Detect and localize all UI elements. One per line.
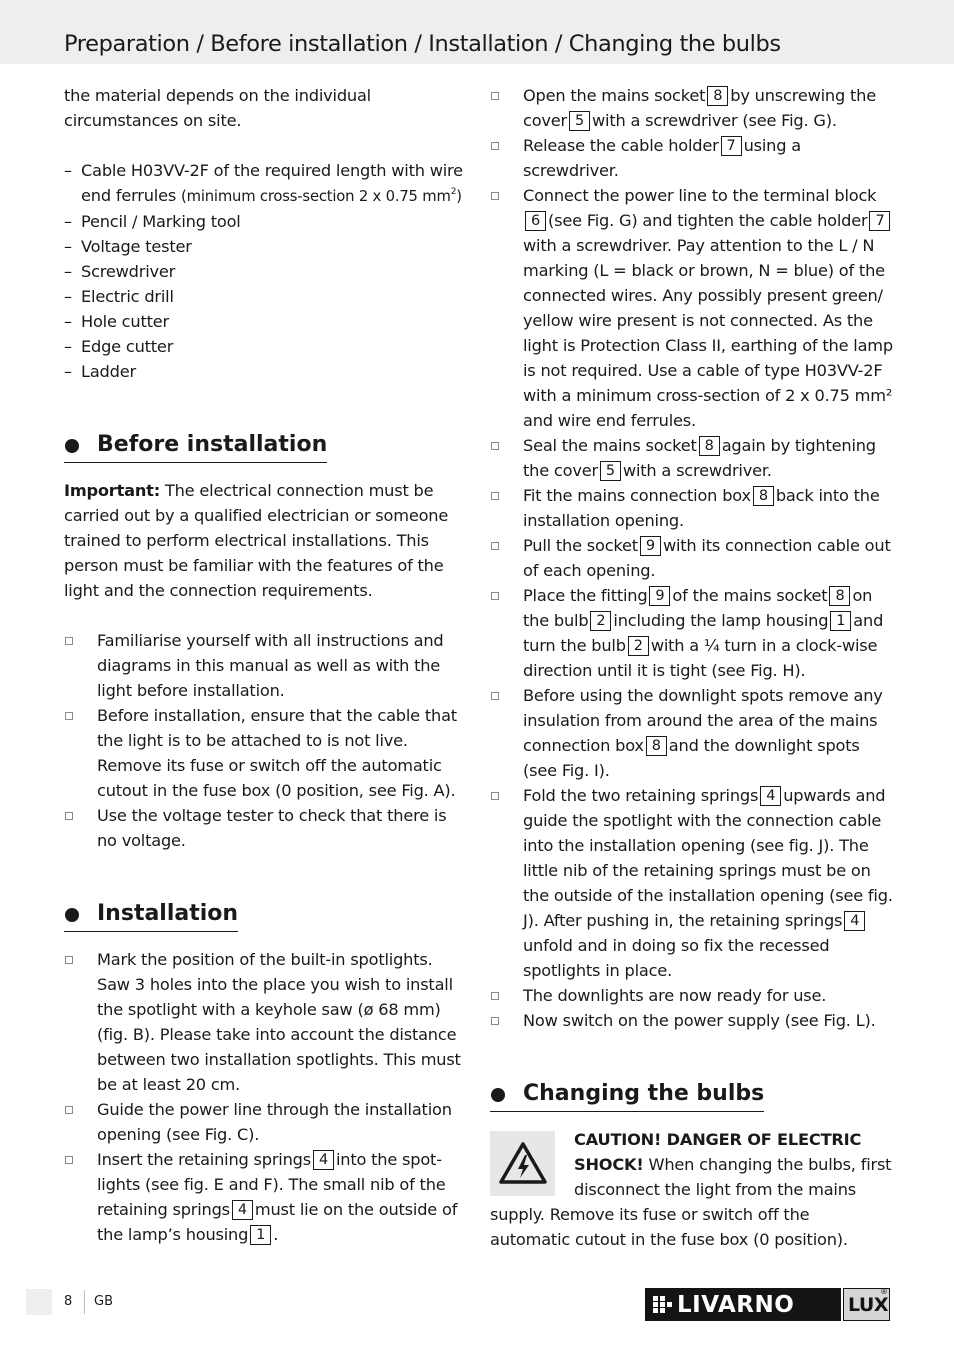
part-ref: 7 [869,211,890,231]
part-ref: 2 [628,636,649,656]
installation-steps-continued [490,83,894,1033]
part-ref: 4 [313,1150,334,1170]
part-ref: 7 [721,136,742,156]
bullet-dot-icon [65,439,79,453]
page-number: 8 [64,1294,73,1309]
part-ref: 6 [525,211,546,231]
part-ref: 5 [569,111,590,131]
list-item: Fit the mains connection box 8 back into the installation opening. [490,483,894,533]
square-bullet-icon [491,92,499,100]
list-item: Place the fitting 9 of the mains socket 8 on the bulb 2 including the lamp housing 1 and turn the bulb 2 with a ¼ turn in a clock-wise direction until it is tight (see Fig. H). [490,583,894,683]
list-item: Guide the power line through the installation opening (see Fig. C). [64,1097,468,1147]
list-item: – Edge cutter [64,337,174,356]
list-item: Open the mains socket 8 by unscrewing the cover 5 with a screwdriver (see Fig. G). [490,83,894,133]
list-item: The downlights are now ready for use. [490,983,894,1008]
important-note: Important: The electrical connection must be carried out by a qualified electrician or someone trained to perform electrical installations. This person must be familiar with the features of the light and the connection requirements. [64,481,449,600]
square-bullet-icon [491,492,499,500]
intro-text: the material depends on the individual circumstances on site. [64,86,371,130]
list-item: Familiarise yourself with all instructions and diagrams in this manual as well as with the light before installation. [64,628,468,703]
before-installation-steps [64,628,468,853]
part-ref: 8 [753,486,774,506]
square-bullet-icon [491,442,499,450]
list-item: – Voltage tester [64,237,192,256]
part-ref: 8 [699,436,720,456]
square-bullet-icon [491,792,499,800]
list-item: Mark the position of the built-in spotlights. Saw 3 holes into the place you wish to install the spotlight with a keyhole saw (ø 68 mm) (fig. B). Please take into account the distance between two installation spotlights. This must be at least 20 cm. [64,947,468,1097]
part-ref: 1 [250,1225,271,1245]
part-ref: 9 [640,536,661,556]
list-item: – Screwdriver [64,262,176,281]
list-item: – Hole cutter [64,312,169,331]
square-bullet-icon [491,992,499,1000]
page-marker [26,1289,52,1315]
caution-block [490,1127,894,1252]
footer-divider [84,1290,85,1314]
square-bullet-icon [65,1156,73,1164]
square-bullet-icon [491,1017,499,1025]
installation-steps [64,947,468,1247]
caution-heading: CAUTION! DANGER OF ELECTRIC SHOCK! [574,1130,862,1174]
list-item: Connect the power line to the terminal block6 (see Fig. G) and tighten the cable holder 7with a screwdriver. Pay attention to the L / N marking (L = black or brown, N = blue) of the connected wires. Any possibly present green/ yellow wire present is not connected. As the light is Protection Class II, earthing of the lamp is not required. Use a cable of type H03VV-2F with a minimum cross-section of 2 x 0.75 mm² and wire end ferrules. [490,183,894,433]
square-bullet-icon [491,192,499,200]
part-ref: 8 [646,736,667,756]
list-item: – Cable H03VV-2F of the required length with wire end ferrules (minimum cross-section 2 x 0.75 $mm^2$) [64,161,463,205]
list-item: – Electric drill [64,287,174,306]
bullet-dot-icon [491,1088,505,1102]
list-item: Before installation, ensure that the cable that the light is to be attached to is not live. Remove its fuse or switch off the automatic cutout in the fuse box (0 position, see Fig. A). [64,703,468,803]
left-column [64,83,468,1247]
tools-list [64,158,468,384]
list-item: Release the cable holder 7 using a screwdriver. [490,133,894,183]
square-bullet-icon [491,592,499,600]
list-item: Pull the socket 9 with its connection cable out of each opening. [490,533,894,583]
part-ref: 1 [830,611,851,631]
list-item: Insert the retaining springs 4 into the spot-lights (see fig. E and F). The small nib of the retaining springs 4 must lie on the outside of the lamp’s housing 1 . [64,1147,468,1247]
part-ref: 4 [232,1200,253,1220]
list-item: Seal the mains socket 8 again by tightening the cover 5 with a screwdriver. [490,433,894,483]
language-code: GB [94,1294,113,1309]
square-bullet-icon [491,542,499,550]
bullet-dot-icon [65,908,79,922]
part-ref: 8 [707,86,728,106]
part-ref: 8 [829,586,850,606]
part-ref: 4 [844,911,865,931]
square-bullet-icon [65,637,73,645]
part-ref: 2 [590,611,611,631]
logo-grid-icon [653,1296,673,1313]
section-heading-installation: Installation [64,899,238,932]
livarno-lux-logo: LIVARNO LUX ® [645,1288,890,1321]
part-ref: 4 [760,786,781,806]
square-bullet-icon [491,692,499,700]
part-ref: 5 [600,461,621,481]
right-column [490,83,894,1252]
list-item: – Pencil / Marking tool [64,212,241,231]
electric-hazard-icon [490,1131,555,1196]
part-ref: 9 [649,586,670,606]
list-item: Use the voltage tester to check that there is no voltage. [64,803,468,853]
caution-body: When changing the bulbs, first disconnect the light from the mains supply. Remove its fuse or switch off the automatic cutout in the fuse box (0 position). [490,1155,892,1249]
square-bullet-icon [65,1106,73,1114]
square-bullet-icon [65,956,73,964]
list-item: Before using the downlight spots remove any insulation from around the area of the mains connection box 8 and the downlight spots (see Fig. I). [490,683,894,783]
list-item: Fold the two retaining springs 4 upwards and guide the spotlight with the connection cable into the installation opening (see fig. J). The little nib of the retaining springs must be on the outside of the installation opening (see fig. J). After pushing in, the retaining springs 4unfold and in doing so fix the recessed spotlights in place. [490,783,894,983]
page-title: Preparation / Before installation / Installation / Changing the bulbs [64,31,781,57]
square-bullet-icon [65,712,73,720]
list-item: Now switch on the power supply (see Fig. L). [490,1008,894,1033]
section-heading-before-installation: Before installation [64,430,327,463]
section-heading-changing-bulbs: Changing the bulbs [490,1079,764,1112]
list-item: – Ladder [64,362,136,381]
square-bullet-icon [491,142,499,150]
square-bullet-icon [65,812,73,820]
